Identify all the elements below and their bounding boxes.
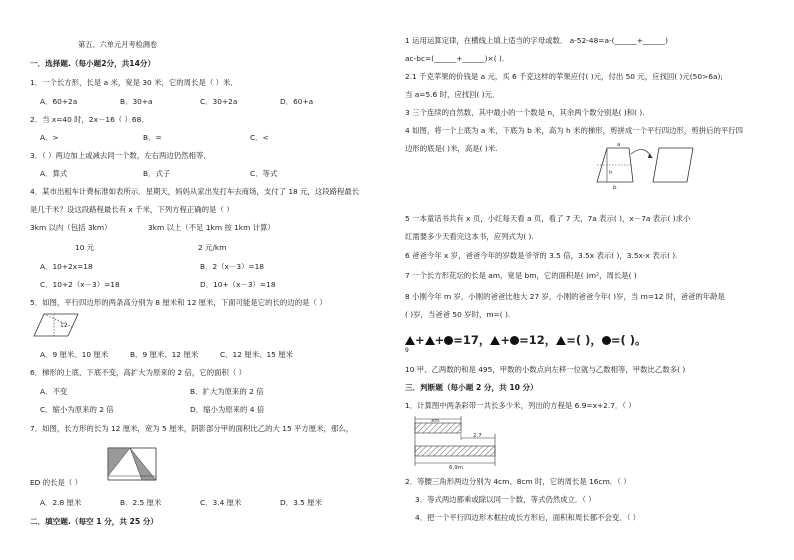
fill-q9-eq1: =17， [453, 333, 491, 347]
fill-q5-line1: 5 一本童话书共有 x 页，小红每天看 a 页，看了 7 天，7a 表示( )，x－7a 表示( )求小 [405, 214, 691, 223]
triangle-icon [556, 336, 566, 345]
q7-stem-line2: ED 的长是（ ） [30, 478, 83, 487]
q6-option-b: B．扩大为原来的 2 倍 [190, 387, 264, 396]
circle-icon [602, 336, 611, 345]
fill-q4-trapezoid-figure [595, 140, 705, 190]
q5-option-c: C．12 厘米、15 厘米 [220, 350, 294, 359]
q7-option-a: A．2.8 厘米 [40, 498, 82, 507]
q1-option-a: A．60+2a [40, 97, 78, 106]
fig4-height-label: h [609, 170, 613, 176]
fill-q3: 3 三个连续的自然数，其中最小的一个数是 n，其余两个数分别是( )和( ). [405, 108, 645, 117]
judge-q1: 1．计算图中两条彩带一共长多少米，列出的方程是 6.9=x+2.7．（ ） [405, 401, 636, 410]
fig4-bottom-label: b [613, 185, 617, 191]
q6-option-d: D．缩小为原来的 4 倍 [190, 405, 265, 414]
triangle-icon [490, 336, 500, 345]
q7-stem-line1: 7．如图，长方形的长为 12 厘米，宽为 5 厘米，阴影部分甲的面积比乙的大 15 平方厘米，那么， [30, 424, 354, 433]
q4-table-head-1: 3km 以内（包括 3km） [30, 223, 112, 232]
q3-option-c: C．等式 [250, 169, 278, 178]
circle-icon [510, 336, 519, 345]
q1-option-c: C．30+2a [200, 97, 238, 106]
q4-table-val-2: 2 元/km [198, 243, 227, 252]
fill-q9-number: 9 [405, 347, 409, 354]
q2-option-c: C．< [250, 133, 269, 142]
fill-q1-line2: ac-bc=(______+______)×( ). [405, 54, 505, 63]
q6-option-a: A．不变 [40, 387, 68, 396]
judge-q3: 3．等式两边都乘或除以同一个数，等式仍然成立．（ ） [415, 495, 596, 504]
ribbon-bottom-label: 6.9m [449, 465, 464, 471]
exam-title: 第五、六单元月考检测卷 [78, 40, 158, 49]
q5-figure-label: 12 [60, 322, 68, 329]
judge-q1-ribbon-figure [413, 414, 523, 470]
fig4-top-label: a [617, 142, 621, 148]
q5-option-a: A．9 厘米、10 厘米 [40, 350, 109, 359]
q4-stem-line1: 4．某市出租车计费标准如表所示．星期天，妈妈从家出发打车去商场，支付了 18 元，这段路程最长 [30, 187, 360, 196]
q1-option-d: D．60+a [280, 97, 314, 106]
q3-stem: 3．（ ）两边加上或减去同一个数，左右两边仍然相等． [30, 151, 211, 160]
fill-q2-line1: 2.1 千克苹果的价钱是 a 元，买 6 千克这样的苹果应付( )元，付出 50 元，应找回( )元(50>6a); [405, 72, 723, 81]
q7-option-c: C．3.4 厘米 [200, 498, 242, 507]
q4-table-val-1: 10 元 [75, 243, 95, 252]
fill-q1-line1: 1 运用运算定律，在横线上填上适当的字母或数． a-52-48=a-(______+______) [405, 36, 668, 45]
section3-heading: 三．判断题（每小题 2 分，共 10 分） [405, 383, 538, 392]
q4-option-c: C．10+2（x－3）=18 [40, 280, 120, 289]
q4-option-a: A．10+2x=18 [40, 262, 93, 271]
q5-parallelogram-figure [34, 312, 80, 338]
section1-heading: 一．选择题.（每小题2分，共14分） [30, 59, 156, 68]
fill-q4-line2: 边形的底是( )米，高是( )米. [405, 144, 498, 153]
q4-option-d: D．10+（x－3）=18 [200, 280, 276, 289]
judge-q2: 2．等腰三角形两边分别为 4cm、8cm 时，它的周长是 16cm．（ ） [405, 477, 631, 486]
ribbon-top-label: xm [431, 418, 440, 424]
fill-q9-eq2: =12， [519, 333, 557, 347]
fill-q8-line2: ( )岁，当爸爸 50 岁时，m=( ). [405, 310, 511, 319]
circle-icon [444, 336, 453, 345]
q5-stem: 5．如图，平行四边形的两条高分别为 8 厘米和 12 厘米，下面可能是它的长的边的是（ ） [30, 298, 327, 307]
fill-q2-line2: 当 a=5.6 时，应找回( )元． [405, 90, 500, 99]
fill-q9-ans2: =( )。 [610, 333, 647, 347]
q4-option-b: B．2（x－3）=18 [200, 262, 265, 271]
q7-option-b: B．2.5 厘米 [120, 498, 162, 507]
q4-table-head-2: 3km 以上（不足 1km 按 1km 计算） [148, 223, 275, 232]
fill-q5-line2: 红需要多少天看完这本书，应列式为( ). [405, 232, 534, 241]
q6-stem: 6．梯形的上底、下底不变，高扩大为原来的 2 倍，它的面积（ ） [30, 368, 247, 377]
q6-option-c: C．缩小为原来的 2 倍 [40, 405, 114, 414]
q2-option-b: B．= [143, 133, 162, 142]
q2-stem: 2．当 x=40 时，2x－16（ ）68． [30, 115, 149, 124]
triangle-icon [405, 336, 415, 345]
fill-q9-ans1: =( )， [566, 333, 602, 347]
q2-option-a: A．> [40, 133, 59, 142]
q7-rectangle-figure [106, 446, 160, 484]
q3-option-a: A．算式 [40, 169, 68, 178]
judge-q4: 4．把一个平行四边形木框拉成长方形后，面积和周长都不会变．（ ） [415, 513, 641, 522]
fill-q4-line1: 4 如图，将一个上底为 a 米，下底为 b 米，高为 h 米的梯形，剪拼成一个平行四边形，剪拼后的平行四 [405, 126, 744, 135]
q4-stem-line2: 是几千米？设这段路程最长有 x 千米，下列方程正确的是（ ） [30, 205, 234, 214]
fill-q8-line1: 8 小刚今年 m 岁，小刚的爸爸比他大 27 岁，小刚的爸爸今年( )岁，当 m=12 时，爸爸的年龄是 [405, 292, 725, 301]
q7-option-d: D．3.5 厘米 [280, 498, 322, 507]
fill-q7: 7 一个长方形花坛的长是 am，宽是 bm，它的面积是( )m²，周长是( ) [405, 271, 637, 280]
fill-q9-shape-equations: + + =17， + =12， =( )， =( )。 [405, 333, 647, 347]
q3-option-b: B．式子 [143, 169, 171, 178]
triangle-icon [425, 336, 435, 345]
q5-option-b: B．9 厘米、12 厘米 [130, 350, 199, 359]
q1-stem: 1．一个长方形，长是 a 米，宽是 30 米，它的周长是（ ）米． [30, 78, 238, 87]
q1-option-b: B．30+a [120, 97, 153, 106]
ribbon-mid-label: 2.7 [473, 433, 482, 439]
section2-heading: 二．填空题.（每空 1 分，共 25 分） [30, 517, 159, 526]
fill-q6: 6 爸爸今年 x 岁，爸爸今年的岁数是爷爷的 3.5 倍，3.5x 表示( )，3.5x-x 表示( ). [405, 251, 678, 260]
fill-q10: 10 甲、乙两数的和是 495，甲数的小数点向左移一位就与乙数相等，甲数比乙数多( ) [405, 365, 686, 374]
